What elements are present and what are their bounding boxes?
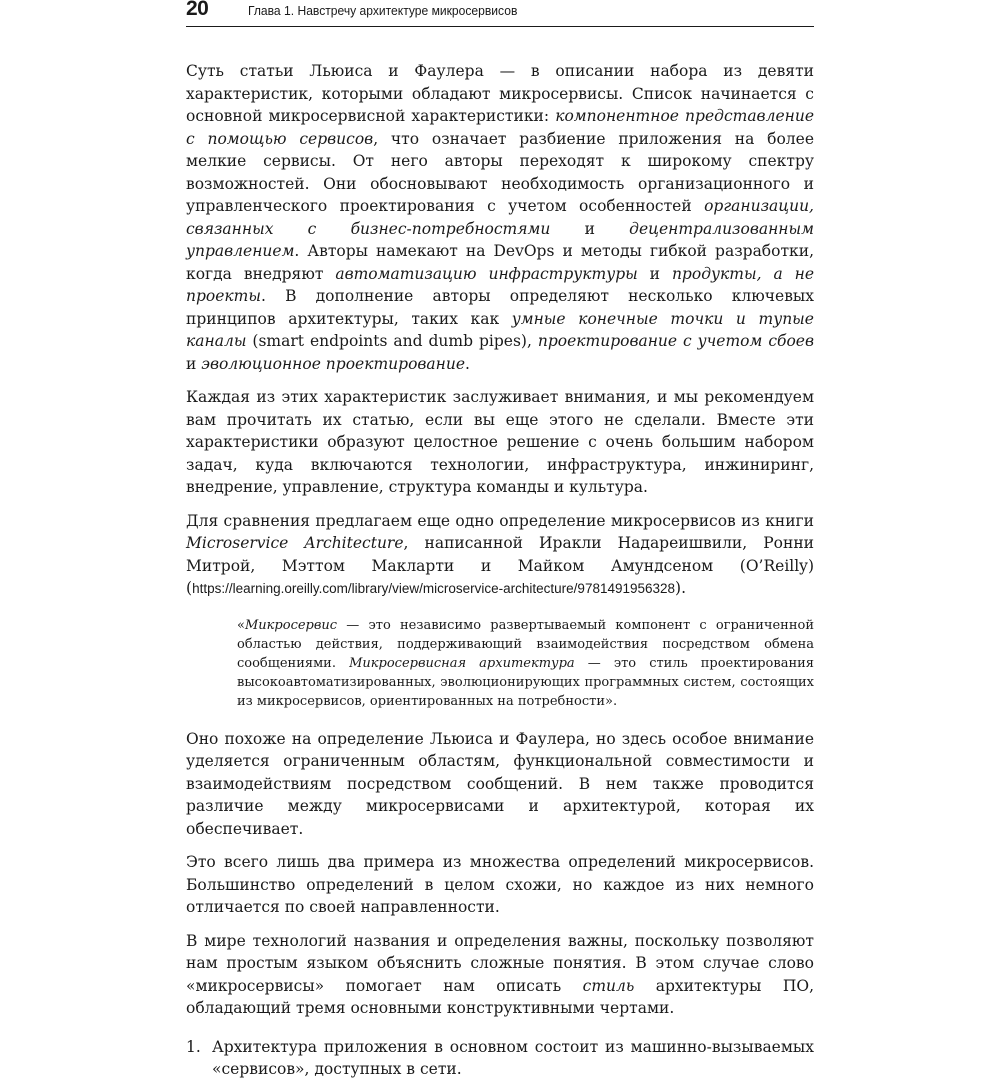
paragraph-6-italic-1: стиль [582, 976, 635, 995]
list-item-number: 1. [186, 1037, 201, 1056]
paragraph-1-text-4: . Авторы намекают на DevOps и методы гибкой разработки, когда внедряют [186, 242, 814, 283]
numbered-list [186, 1036, 814, 1081]
paragraph-1-italic-8: эволюционное проектирование [201, 354, 466, 373]
paragraph-3-text-1: Для сравнения предлагаем еще одно определение микросервисов из книги [186, 511, 814, 530]
paragraph-1-italic-6: умные конечные точки и тупые каналы [186, 309, 814, 350]
paragraph-6-text-1: В мире технологий названия и определения важны, поскольку позволяют нам простым языком объяснить сложные понятия. В этом случае слово «микросервисы» помогает нам описать [186, 931, 814, 995]
paragraph-6 [186, 930, 814, 1020]
paragraph-1-text-3: и [550, 219, 630, 238]
paragraph-1-text-8: и [186, 354, 202, 373]
paragraph-5: Это всего лишь два примера из множества определений микросервисов. Большинство определений в целом схожи, но каждое из них немного отличается по своей направленности. [186, 853, 814, 916]
paragraph-1-italic-7: проектирование с учетом сбоев [537, 332, 814, 350]
list-item-text: Архитектура приложения в основном состоит из машинно-вызываемых «сервисов», доступных в сети. [212, 1037, 814, 1078]
paragraph-1-text-1: Суть статьи Льюиса и Фаулера — в описании набора из девяти характеристик, которыми обладают микросервисы. Список начинается с основной микросервисной характеристики: [186, 62, 814, 125]
paragraph-2: Каждая из этих характеристик заслуживает внимания, и мы рекомендуем вам прочитать их статью, если вы еще этого не сделали. Вместе эти характеристики образуют целостное решение с очень большим набором задач, куда включаются технологии, инфраструктура, инжиниринг, внедрение, управление, структура команды и культура. [186, 388, 814, 496]
body-text [186, 60, 814, 1081]
block-quote [237, 616, 814, 711]
paragraph-3 [186, 510, 814, 601]
paragraph-1-italic-5: продукты, а не проекты [186, 264, 814, 305]
quote-text-3: — это стиль проектирования высокоавтоматизированных, эволюционирующих программных систем, состоящих из микросервисов, ориентированных на потребности». [237, 655, 814, 709]
paragraph-1-text-2: , что означает разбиение приложения на более мелкие сервисы. От него авторы переходят к широкому спектру возможностей. Они обосновывают необходимость организационного и управленческого проектирования с учетом особенностей [186, 129, 814, 215]
quote-text-2: — это независимо развертываемый компонент с ограниченной областью действия, поддерживающий взаимодействия посредством обмена сообщениями. [237, 617, 814, 671]
paragraph-3-text-3: ). [675, 579, 687, 597]
paragraph-1-text-9: . [465, 354, 470, 373]
paragraph-1-italic-2: организации, связанных с бизнес-потребностями [186, 197, 814, 238]
paragraph-1-text-5: и [637, 264, 672, 283]
paragraph-6-text-2: архитектуры ПО, обладающий тремя основными конструктивными чертами. [186, 976, 814, 1017]
paragraph-4: Оно похоже на определение Льюиса и Фаулера, но здесь особое внимание уделяется ограниченным областям, функциональной совместимости и взаимодействиям посредством сообщений. В нем также проводится различие между микросервисами и архитектурой, которая их обеспечивает. [186, 729, 814, 838]
paragraph-1-italic-3: децентрализованным управлением [186, 219, 814, 260]
paragraph-3-text-2: , написанной Иракли Надареишвили, Ронни Митрой, Мэттом Макларти и Майком Амундсеном (O’Reilly) ( [186, 534, 814, 597]
book-url: https://learning.oreilly.com/library/view/microservice-architecture/9781491956328 [192, 581, 676, 596]
paragraph-1 [186, 60, 814, 375]
quote-text-1: « [237, 617, 245, 633]
paragraph-1-italic-1: компонентное представление с помощью сервисов [186, 107, 814, 148]
quote-italic-1: Микросервис [244, 617, 338, 633]
quote-italic-2: Микросервисная архитектура [349, 655, 575, 671]
paragraph-1-text-6: . В дополнение авторы определяют несколько ключевых принципов архитектуры, таких как [186, 287, 814, 328]
book-title: Microservice Architecture [186, 534, 404, 552]
paragraph-1-text-7: (smart endpoints and dumb pipes), [246, 332, 538, 350]
page-number: 20 [186, 0, 209, 20]
chapter-title: Глава 1. Навстречу архитектуре микросервисов [248, 3, 518, 18]
running-header [186, 0, 814, 27]
list-item [186, 1036, 814, 1081]
paragraph-1-italic-4: автоматизацию инфраструктуры [335, 264, 638, 283]
